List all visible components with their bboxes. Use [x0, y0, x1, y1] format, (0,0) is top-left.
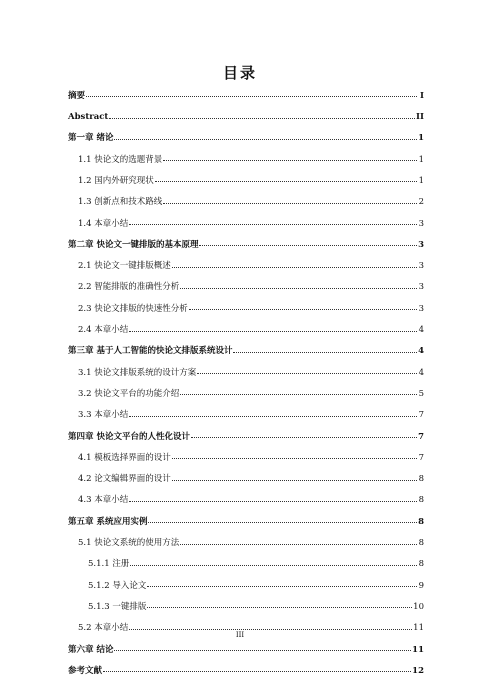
toc-entry[interactable] — [68, 122, 424, 143]
toc-entry-page: 7 — [418, 452, 424, 463]
dot-leader — [180, 544, 417, 545]
toc-entry[interactable] — [68, 292, 424, 313]
dot-leader — [148, 522, 417, 523]
dot-leader — [129, 501, 417, 502]
dot-leader — [172, 480, 417, 481]
dot-leader — [103, 671, 411, 672]
toc-entry-page: 11 — [412, 644, 424, 655]
page-number-footer: III — [235, 631, 245, 639]
toc-entry[interactable] — [68, 100, 424, 121]
toc-entry-page: II — [416, 112, 424, 123]
dot-leader — [129, 416, 417, 417]
toc-entry-page: 8 — [418, 474, 424, 485]
toc-entry-page: 3 — [418, 239, 424, 250]
toc-entry[interactable] — [68, 569, 424, 590]
toc-entry-label: 5.1.2 导入论文 — [88, 580, 147, 591]
toc-entry-page: 4 — [418, 346, 424, 357]
toc-entry[interactable] — [68, 505, 424, 526]
dot-leader — [163, 160, 417, 161]
toc-entry-label: 4.2 论文编辑界面的设计 — [78, 474, 171, 485]
toc-entry-label: 第三章 基于人工智能的快论文排版系统设计 — [68, 346, 233, 357]
toc-entry-page: 3 — [418, 303, 424, 314]
dot-leader — [114, 650, 411, 651]
toc-entry-label: 5.1.1 注册 — [88, 559, 130, 570]
toc-entry-page: 2 — [418, 197, 424, 208]
toc-entry-page: 8 — [418, 495, 424, 506]
dot-leader — [147, 586, 417, 587]
toc-entry[interactable] — [68, 143, 424, 164]
dot-leader — [199, 245, 417, 246]
toc-entry-label: Abstract — [68, 112, 109, 123]
toc-entry-label: 第一章 绪论 — [68, 133, 114, 144]
toc-entry-label: 第五章 系统应用实例 — [68, 516, 148, 527]
toc-entry-label: 2.3 快论文排版的快速性分析 — [78, 303, 188, 314]
toc-entry-label: 5.1.3 一键排版 — [88, 601, 147, 612]
toc-entry-page: 1 — [418, 133, 424, 144]
toc-entry-page: 4 — [418, 325, 424, 336]
toc-entry-label: 4.1 模板选择界面的设计 — [78, 452, 171, 463]
toc-entry[interactable] — [68, 441, 424, 462]
toc-entry-page: 7 — [418, 410, 424, 421]
dot-leader — [163, 203, 417, 204]
toc-entry-label: 第四章 快论文平台的人性化设计 — [68, 431, 190, 442]
toc-entry[interactable] — [68, 271, 424, 292]
toc-entry-label: 4.3 本章小结 — [78, 495, 129, 506]
toc-entry-label: 第二章 快论文一键排版的基本原理 — [68, 239, 199, 250]
toc-entry-label: 5.1 快论文系统的使用方法 — [78, 538, 180, 549]
dot-leader — [114, 139, 417, 140]
toc-entry-page: 3 — [418, 261, 424, 272]
toc-entry[interactable] — [68, 548, 424, 569]
toc-entry-label: 参考文献 — [68, 665, 103, 676]
toc-entry-label: 3.3 本章小结 — [78, 410, 129, 421]
toc-entry-page: 1 — [418, 154, 424, 165]
toc-entry[interactable] — [68, 526, 424, 547]
dot-leader — [233, 352, 417, 353]
toc-entry-label: 1.3 创新点和技术路线 — [78, 197, 163, 208]
dot-leader — [189, 309, 417, 310]
toc-entry-label: 摘要 — [68, 90, 86, 101]
dot-leader — [129, 629, 412, 630]
dot-leader — [191, 437, 417, 438]
dot-leader — [109, 118, 415, 119]
table-of-contents — [68, 79, 424, 675]
toc-entry-page: 8 — [418, 559, 424, 570]
toc-entry[interactable] — [68, 335, 424, 356]
toc-entry-label: 1.1 快论文的选题背景 — [78, 154, 163, 165]
toc-entry[interactable] — [68, 654, 424, 675]
toc-entry[interactable] — [68, 164, 424, 185]
toc-entry-page: 9 — [418, 580, 424, 591]
toc-entry-label: 5.2 本章小结 — [78, 623, 129, 634]
toc-entry-page: 11 — [413, 623, 424, 634]
toc-entry-page: I — [420, 90, 424, 101]
dot-leader — [129, 331, 417, 332]
toc-entry-page: 7 — [418, 431, 424, 442]
toc-entry-page: 8 — [418, 516, 424, 527]
toc-entry[interactable] — [68, 207, 424, 228]
toc-entry-label: 2.2 智能排版的准确性分析 — [78, 282, 180, 293]
toc-entry-page: 3 — [418, 282, 424, 293]
toc-entry[interactable] — [68, 484, 424, 505]
toc-entry-label: 1.2 国内外研究现状 — [78, 175, 154, 186]
toc-entry[interactable] — [68, 79, 424, 100]
toc-entry-page: 12 — [412, 665, 424, 676]
toc-entry-page: 1 — [418, 175, 424, 186]
toc-entry[interactable] — [68, 420, 424, 441]
dot-leader — [129, 224, 417, 225]
toc-entry[interactable] — [68, 228, 424, 249]
toc-entry[interactable] — [68, 185, 424, 206]
toc-entry-label: 3.1 快论文排版系统的设计方案 — [78, 367, 197, 378]
toc-entry-label: 1.4 本章小结 — [78, 218, 129, 229]
toc-entry[interactable] — [68, 590, 424, 611]
toc-entry-page: 8 — [418, 538, 424, 549]
toc-entry-page: 10 — [413, 601, 424, 612]
dot-leader — [86, 96, 417, 97]
dot-leader — [147, 607, 412, 608]
toc-entry-label: 2.4 本章小结 — [78, 325, 129, 336]
toc-entry-label: 第六章 结论 — [68, 644, 114, 655]
toc-entry[interactable] — [68, 377, 424, 398]
dot-leader — [130, 565, 417, 566]
toc-entry[interactable] — [68, 313, 424, 334]
dot-leader — [180, 288, 417, 289]
page-title: 目录 — [222, 64, 257, 82]
toc-entry[interactable] — [68, 398, 424, 419]
toc-entry[interactable] — [68, 356, 424, 377]
toc-entry[interactable] — [68, 249, 424, 270]
dot-leader — [172, 458, 417, 459]
dot-leader — [172, 267, 417, 268]
dot-leader — [180, 394, 417, 395]
toc-entry-page: 5 — [418, 388, 424, 399]
toc-entry-page: 4 — [418, 367, 424, 378]
dot-leader — [155, 181, 417, 182]
toc-entry-label: 2.1 快论文一键排版概述 — [78, 261, 171, 272]
toc-entry-label: 3.2 快论文平台的功能介绍 — [78, 388, 180, 399]
toc-entry[interactable] — [68, 611, 424, 632]
toc-entry-page: 3 — [418, 218, 424, 229]
toc-entry[interactable] — [68, 462, 424, 483]
dot-leader — [197, 373, 417, 374]
